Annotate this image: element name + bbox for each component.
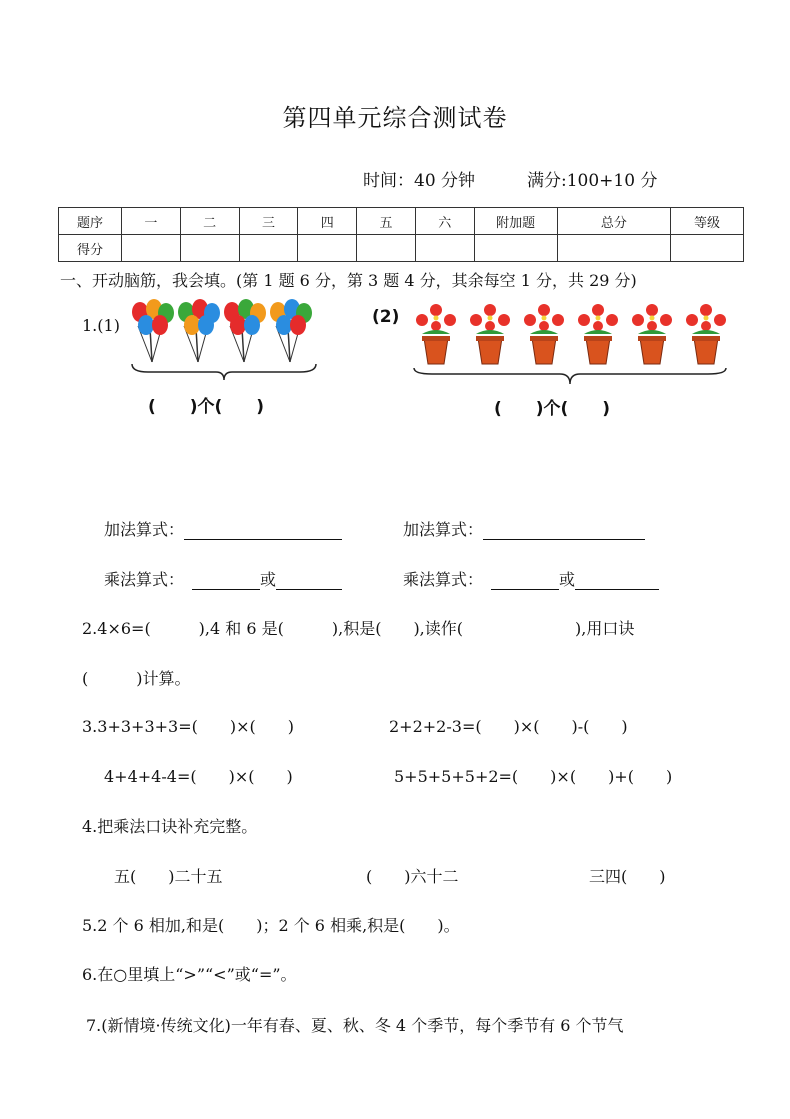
q1-left-answer: ( )个( ) <box>148 397 265 417</box>
q2-line1: 2.4×6=( ),4 和 6 是( ),积是( ),读作( ),用口诀 <box>82 619 635 638</box>
addition-blank[interactable] <box>184 521 342 540</box>
flowers-illustration <box>412 298 736 370</box>
multiplication-blank[interactable] <box>276 571 342 590</box>
flower-pot <box>632 304 672 364</box>
header-cell: 五 <box>357 208 416 235</box>
balloon-bunch <box>270 299 312 362</box>
addition-formula-left <box>104 517 342 540</box>
q4-c: 三四( ) <box>589 867 666 886</box>
score-table-header-row <box>59 208 744 235</box>
section1-heading: 一、开动脑筋，我会填。(第 1 题 6 分，第 3 题 4 分，其余每空 1 分，共 29 分) <box>60 271 637 290</box>
multiplication-formula-left <box>104 567 342 590</box>
multiplication-formula-right <box>403 567 659 590</box>
flower-pot <box>686 304 726 364</box>
q5: 5.2 个 6 相加,和是( )；2 个 6 相乘,积是( )。 <box>82 916 460 935</box>
score-cell[interactable] <box>474 235 557 262</box>
or-label: 或 <box>559 570 576 589</box>
header-cell: 二 <box>180 208 239 235</box>
score-cell[interactable] <box>671 235 744 262</box>
page-title: 第四单元综合测试卷 <box>282 104 508 132</box>
score-table-score-row <box>59 235 744 262</box>
header-cell: 总分 <box>557 208 670 235</box>
multiplication-blank[interactable] <box>192 571 260 590</box>
q3-b: 2+2+2-3=( )×( )-( ) <box>389 717 628 736</box>
q4-b: ( )六十二 <box>366 867 459 886</box>
q3-c: 4+4+4-4=( )×( ) <box>104 767 293 786</box>
score-cell[interactable] <box>239 235 298 262</box>
time-label: 时间：40 分钟 <box>363 171 476 191</box>
right-brace <box>410 364 732 388</box>
multiplication-blank[interactable] <box>491 571 559 590</box>
q7: 7.(新情境·传统文化)一年有春、夏、秋、冬 4 个季节，每个季节有 6 个节气 <box>86 1016 624 1035</box>
header-cell: 四 <box>298 208 357 235</box>
score-cell[interactable] <box>122 235 181 262</box>
score-cell[interactable] <box>357 235 416 262</box>
q3-a: 3.3+3+3+3=( )×( ) <box>82 717 294 736</box>
multiplication-label: 乘法算式： <box>403 570 484 589</box>
header-cell: 附加题 <box>474 208 557 235</box>
addition-blank[interactable] <box>483 521 645 540</box>
q1-label-2: (2) <box>372 307 400 327</box>
flower-pot <box>524 304 564 364</box>
header-cell: 一 <box>122 208 181 235</box>
score-cell[interactable] <box>298 235 357 262</box>
row-label: 得分 <box>59 235 122 262</box>
flower-pot <box>578 304 618 364</box>
balloon-bunch <box>224 299 266 362</box>
multiplication-label: 乘法算式： <box>104 570 185 589</box>
q3-d: 5+5+5+5+2=( )×( )+( ) <box>394 767 673 786</box>
q4-heading: 4.把乘法口诀补充完整。 <box>82 817 258 836</box>
addition-label: 加法算式： <box>104 520 185 539</box>
score-table <box>58 207 744 262</box>
balloon-bunch <box>132 299 174 362</box>
flower-pot <box>416 304 456 364</box>
q1-label: 1.(1) <box>82 316 120 335</box>
score-cell[interactable] <box>415 235 474 262</box>
header-cell: 三 <box>239 208 298 235</box>
or-label: 或 <box>260 570 277 589</box>
q1-right-answer: ( )个( ) <box>494 399 611 419</box>
full-score-label: 满分:100+10 分 <box>527 171 658 191</box>
balloon-bunch <box>178 299 220 362</box>
header-cell: 等级 <box>671 208 744 235</box>
addition-label: 加法算式： <box>403 520 484 539</box>
header-cell: 题序 <box>59 208 122 235</box>
q6: 6.在○里填上“>”“<”或“=”。 <box>82 965 297 984</box>
flower-pot <box>470 304 510 364</box>
addition-formula-right <box>403 517 645 540</box>
q2-line2: ( )计算。 <box>82 669 191 688</box>
score-cell[interactable] <box>180 235 239 262</box>
header-cell: 六 <box>415 208 474 235</box>
score-cell[interactable] <box>557 235 670 262</box>
q4-a: 五( )二十五 <box>114 867 223 886</box>
multiplication-blank[interactable] <box>575 571 659 590</box>
left-brace <box>128 360 320 384</box>
